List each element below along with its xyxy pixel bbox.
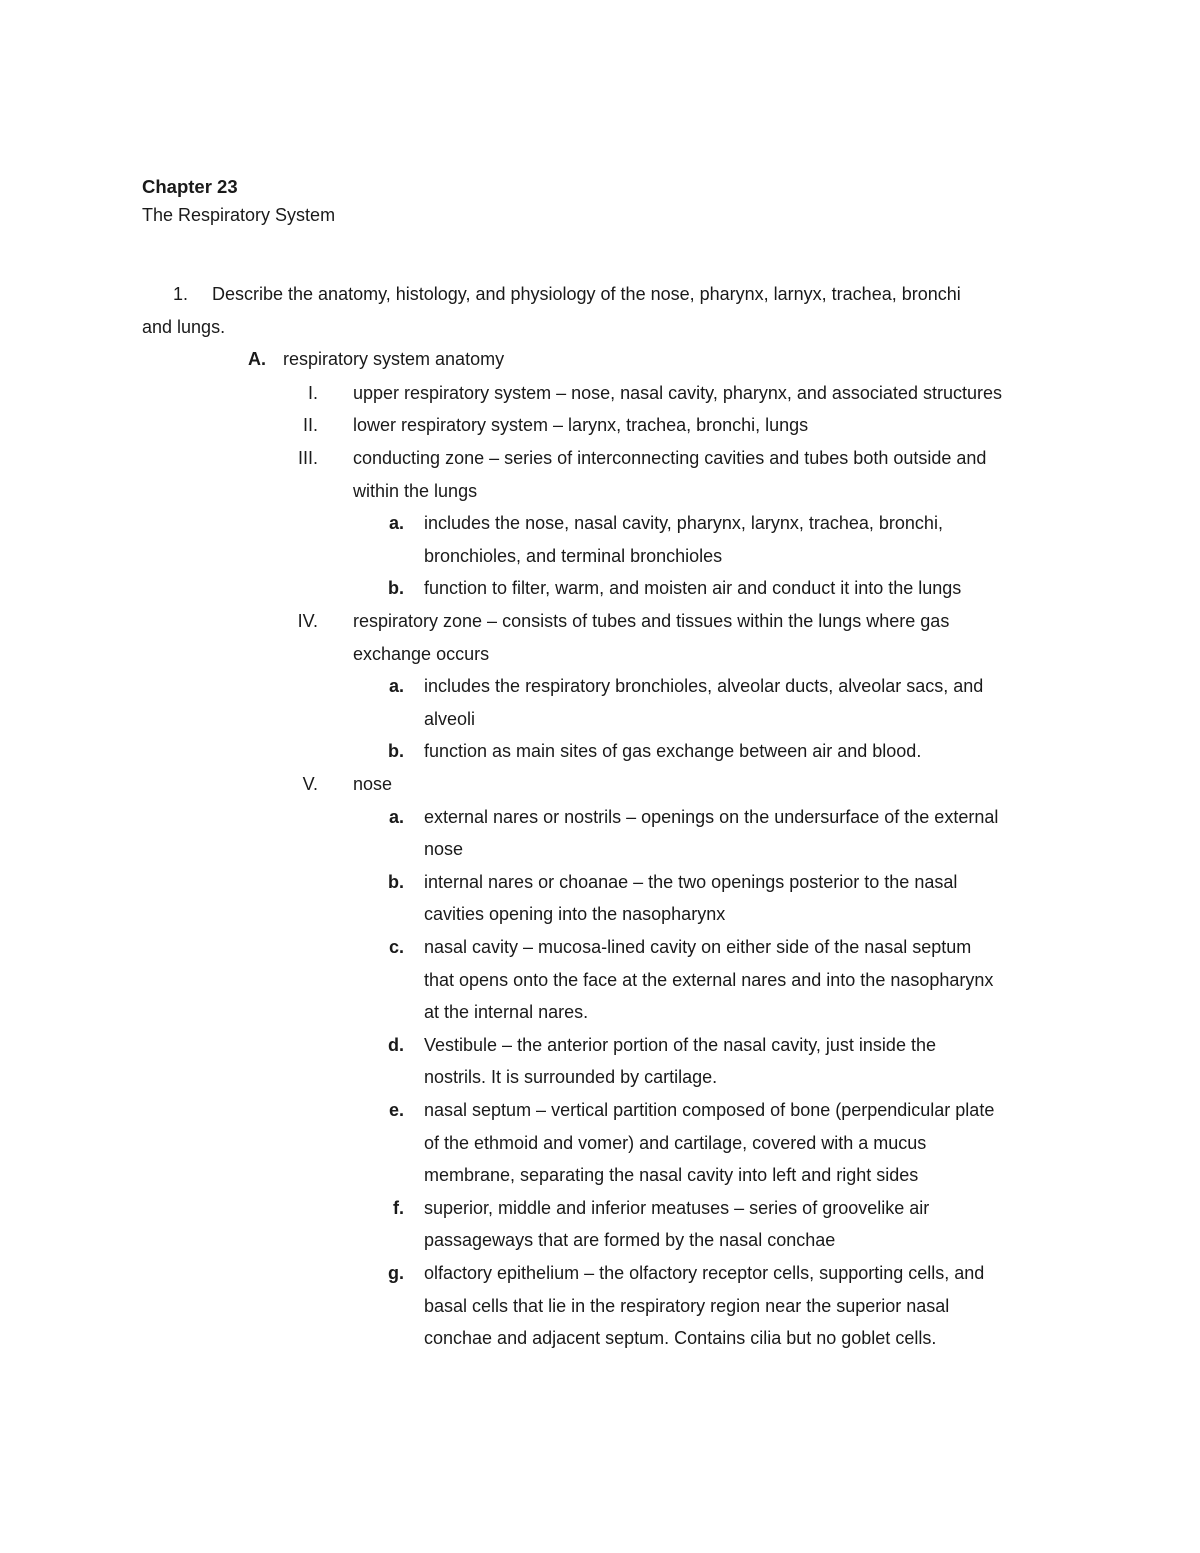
sub-label: e. [388, 1100, 404, 1120]
sub-item-text: includes the respiratory bronchioles, alveolar ducts, alveolar sacs, and [424, 676, 984, 697]
sub-label: b. [388, 871, 404, 892]
sub-label: f. [393, 1197, 404, 1218]
outline-item-text: respiratory zone – consists of tubes and tissues within the lungs where gas [353, 611, 950, 631]
chapter-subtitle: The Respiratory System [142, 205, 336, 225]
outline-item-text: lower respiratory system – larynx, trachea, bronchi, lungs [353, 415, 809, 436]
sub-item-text: that opens onto the face at the external nares and into the nasopharynx [424, 969, 994, 990]
sub-item-text: membrane, separating the nasal cavity into left and right sides [424, 1165, 919, 1186]
sub-item-text: nasal septum – vertical partition composed of bone (perpendicular plate [424, 1100, 995, 1120]
outline-item-text: conducting zone – series of interconnecting cavities and tubes both outside and [353, 448, 987, 468]
sub-item-text: bronchioles, and terminal bronchioles [424, 545, 723, 566]
sub-label: d. [388, 1034, 404, 1055]
section-heading: respiratory system anatomy [283, 349, 505, 370]
sub-label: c. [388, 937, 404, 957]
sub-label: b. [388, 741, 404, 762]
sub-item-text: conchae and adjacent septum. Contains cilia but no goblet cells. [424, 1328, 937, 1349]
sub-item-text: function to filter, warm, and moisten air and conduct it into the lungs [424, 578, 962, 599]
sub-item-text: nostrils. It is surrounded by cartilage. [424, 1067, 718, 1088]
sub-item-text: internal nares or choanae – the two openings posterior to the nasal [424, 871, 958, 892]
sub-item-text: nose [424, 839, 464, 860]
sub-item-text: of the ethmoid and vomer) and cartilage, covered with a mucus [424, 1132, 927, 1153]
sub-label: a. [388, 513, 404, 534]
sub-item-text: basal cells that lie in the respiratory region near the superior nasal [424, 1295, 950, 1316]
sub-item-text: cavities opening into the nasopharynx [424, 904, 726, 925]
sub-item-text: superior, middle and inferior meatuses – series of groovelike air [424, 1197, 930, 1218]
sub-item-text: olfactory epithelium – the olfactory receptor cells, supporting cells, and [424, 1263, 985, 1283]
objective-text: and lungs. [142, 316, 226, 337]
outline-item-text: exchange occurs [353, 643, 490, 664]
outline-item-text: nose [353, 774, 393, 794]
sub-item-text: Vestibule – the anterior portion of the nasal cavity, just inside the [424, 1034, 936, 1055]
roman-label: V. [302, 774, 318, 794]
objective-label: 1. [172, 284, 188, 304]
sub-item-text: includes the nose, nasal cavity, pharynx, larynx, trachea, bronchi, [424, 513, 943, 534]
sub-item-text: external nares or nostrils – openings on the undersurface of the external [424, 806, 999, 827]
sub-item-text: function as main sites of gas exchange between air and blood. [424, 741, 922, 762]
sub-label: a. [388, 806, 404, 827]
outline-item-text: within the lungs [353, 480, 478, 501]
sub-item-text: at the internal nares. [424, 1002, 589, 1023]
sub-label: g. [388, 1263, 404, 1283]
roman-label: I. [307, 382, 318, 403]
roman-label: III. [297, 448, 318, 468]
sub-item-text: alveoli [424, 708, 476, 729]
roman-label: IV. [297, 611, 318, 631]
sub-item-text: nasal cavity – mucosa-lined cavity on either side of the nasal septum [424, 937, 972, 957]
section-label: A. [248, 349, 266, 370]
outline-item-text: upper respiratory system – nose, nasal cavity, pharynx, and associated structures [353, 382, 1002, 403]
sub-item-text: passageways that are formed by the nasal conchae [424, 1230, 836, 1251]
roman-label: II. [302, 415, 318, 436]
sub-label: b. [388, 578, 404, 599]
sub-label: a. [388, 676, 404, 697]
objective-text: Describe the anatomy, histology, and physiology of the nose, pharynx, larnyx, trachea, bronchi [212, 284, 961, 304]
chapter-title: Chapter 23 [142, 176, 238, 197]
